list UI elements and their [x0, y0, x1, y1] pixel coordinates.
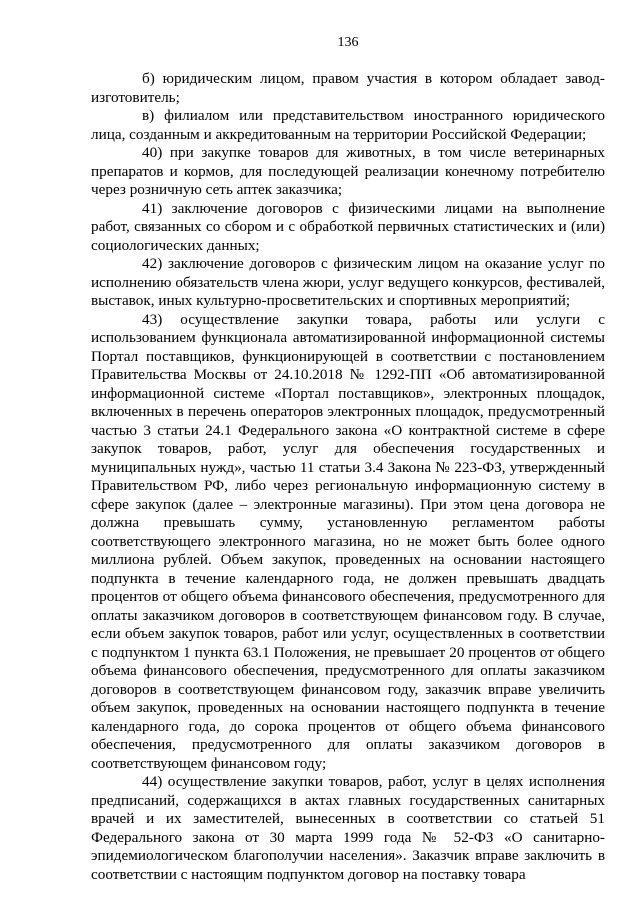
page-number: 136	[337, 35, 359, 50]
paragraph-43: 43) осуществление закупки товара, работы или услуги с использованием функционала автоматизированной информационной системы Портал поставщиков, функционирующей в соответствии с постановлением Правительства Москвы от 24.10.2018 № 1292-ПП «Об автоматизированной информационной системе «Портал поставщиков», электронных площадок, включенных в перечень операторов электронных площадок, предусмотренный частью 3 статьи 24.1 Федерального закона «О контрактной системе в сфере закупок товаров, работ, услуг для обеспечения государственных и муниципальных нужд», частью 11 статьи 3.4 Закона № 223-ФЗ, утвержденный Правительством РФ, либо через региональную информационную систему в сфере закупок (далее – электронные магазины). При этом цена договора не должна превышать сумму, установленную регламентом работы соответствующего электронного магазина, но не может быть более одного миллиона рублей. Объем закупок, проведенных на основании настоящего подпункта в течение календарного года, не должен превышать двадцать процентов от общего объема финансового обеспечения, предусмотренного для оплаты заказчиком договоров в соответствующем финансовом году. В случае, если объем закупок товаров, работ или услуг, осуществленных в соответствии с подпунктом 1 пункта 63.1 Положения, не превышает 20 процентов от общего объема финансового обеспечения, предусмотренного для оплаты заказчиком договоров в соответствующем финансовом году, заказчик вправе увеличить объем закупок, проведенных на основании настоящего подпункта в течение календарного года, до сорока процентов от общего объема финансового обеспечения, предусмотренного для оплаты заказчиком договоров в соответствующем финансовом году;	[91, 310, 605, 772]
document-page	[91, 34, 605, 884]
paragraph-41: 41) заключение договоров с физическими лицами на выполнение работ, связанных со сбором и с обработкой первичных статистических и (или) социологических данных;	[91, 199, 605, 254]
paragraph-40: 40) при закупке товаров для животных, в том числе ветеринарных препаратов и кормов, для последующей реализации конечному потребителю через розничную сеть аптек заказчика;	[91, 144, 605, 198]
paragraph-44: 44) осуществление закупки товаров, работ, услуг в целях исполнения предписаний, содержащихся в актах главных государственных санитарных врачей и их заместителей, вынесенных в соответствии со статьей 51 Федерального закона от 30 марта 1999 года № 52-ФЗ «О санитарно-эпидемиологическом благополучии населения». Заказчик вправе заключить в соответствии с настоящим подпунктом договор на поставку товара	[91, 773, 605, 883]
paragraph-v: в) филиалом или представительством иностранного юридического лица, созданным и аккредитованным на территории Российской Федерации;	[91, 107, 605, 143]
paragraph-b: б) юридическим лицом, правом участия в котором обладает завод-изготовитель;	[91, 70, 605, 106]
paragraph-42: 42) заключение договоров с физическим лицом на оказание услуг по исполнению обязательств члена жюри, услуг ведущего конкурсов, фестивалей, выставок, иных культурно-просветительских и спортивных мероприятий;	[91, 255, 605, 309]
